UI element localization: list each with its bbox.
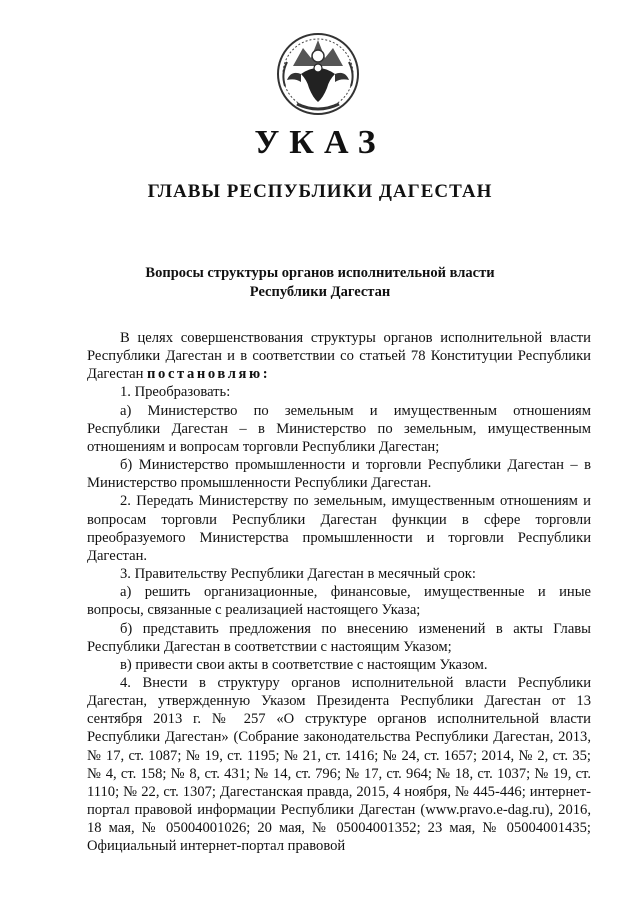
document-subtitle: ГЛАВЫ РЕСПУБЛИКИ ДАГЕСТАН bbox=[147, 181, 493, 202]
heading-line-1: Вопросы структуры органов исполнительной власти bbox=[145, 265, 495, 281]
heading-line-2: Республики Дагестан bbox=[249, 284, 391, 300]
body-paragraph: а) Министерство по земельным и имущественным отношениям Республики Дагестан – в Министерство по земельным, имущественным отношениям и вопросам торговли Республики Дагестан; bbox=[87, 402, 591, 455]
body-paragraph: 3. Правительству Республики Дагестан в месячный срок: bbox=[120, 566, 476, 583]
body-paragraph: 1. Преобразовать: bbox=[120, 384, 231, 401]
document-title: УКАЗ bbox=[254, 124, 386, 161]
preamble-text: В целях совершенствования структуры органов исполнительной власти Республики Дагестан и в соответствии со статьей 78 Конституции Республики Дагестан bbox=[87, 330, 591, 383]
decree-colon: : bbox=[262, 366, 268, 383]
body-paragraph: б) Министерство промышленности и торговли Республики Дагестан – в Министерство промышленности Республики Дагестан. bbox=[87, 457, 591, 492]
body-paragraph: а) решить организационные, финансовые, имущественные и иные вопросы, связанные с реализацией настоящего Указа; bbox=[87, 584, 591, 619]
decree-word: постановляю bbox=[147, 366, 263, 383]
body-paragraph: б) представить предложения по внесению изменений в акты Главы Республики Дагестан в соответствии с настоящим Указом; bbox=[87, 620, 591, 655]
body-paragraph: в) привести свои акты в соответствие с настоящим Указом. bbox=[120, 656, 488, 673]
body-paragraph: 2. Передать Министерству по земельным, имущественным отношениям и вопросам торговли Республики Дагестан функции в сфере торговли преобразуемого Министерства промышленности и торговли Республики Дагестан. bbox=[87, 493, 591, 564]
preamble-paragraph bbox=[87, 329, 591, 383]
coat-of-arms-icon bbox=[271, 26, 365, 120]
decree-heading bbox=[0, 264, 640, 302]
decree-body bbox=[87, 329, 591, 856]
body-paragraph: 4. Внести в структуру органов исполнительной власти Республики Дагестан, утвержденную Указом Президента Республики Дагестан от 13 сентября 2013 г. № 257 «О структуре органов исполнительной власти Республики Дагестан» (Собрание законодательства Республики Дагестан, 2013, № 17, ст. 1087; № 19, ст. 1195; № 21, ст. 1416; № 24, ст. 1657; 2014, № 2, ст. 35; № 4, ст. 158; № 8, ст. 431; № 14, ст. 796; № 17, ст. 964; № 18, ст. 1037; № 19, ст. 1110; № 22, ст. 1307; Дагестанская правда, 2015, 4 ноября, № 445-446; интернет-портал правовой информации Республики Дагестан (www.pravo.e-dag.ru), 2016, 18 мая, № 05004001026; 20 мая, № 05004001352; 23 мая, № 05004001435; Официальный интернет-портал правовой bbox=[87, 674, 591, 855]
